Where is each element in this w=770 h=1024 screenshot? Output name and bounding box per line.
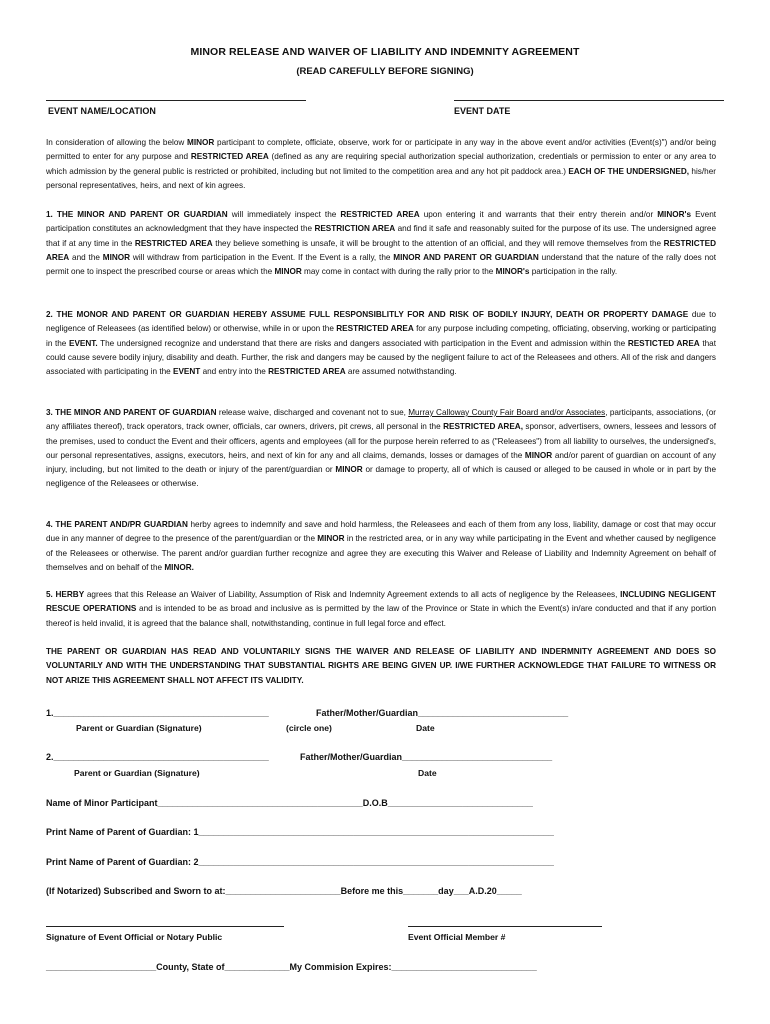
- section-3-paragraph: 3. THE MINOR AND PARENT OF GUARDIAN release waive, discharged and covenant not to sue, Murray Calloway County Fair Board and/or Associates, participants, associations, (or any affiliates thereof), track operators, track owner, officials, car owners, drivers, pit crews, all personal in the RESTRICTED AREA, sponsor, advertisers, owners, lessees and lessors of the premises, used to conduct the Event and their officers, agents and employees (all for the purpose herein referred to as ("Releasees") from all liability to ourselves, the undersigned's, our personal representatives, assigns, executors, heirs, and next of kin for any and all claims, demands, losses or damages of the MINOR and/or parent of guardian on account of any injury, including, but not limited to the death or injury of the parent/guardian or MINOR or damage to property, all of which is caused or alleged to be caused in whole or in part by the negligence of the Releasees or otherwise.: [46, 408, 717, 489]
- closing-acknowledgment: THE PARENT OR GUARDIAN HAS READ AND VOLUNTARILY SIGNS THE WAIVER AND RELEASE OF LIABILITY AND INDERMNITY AGREEMENT AND DOES SO VOLUNTARILY AND WITH THE UNDERSTANDING THAT SUBSTANTIAL RIGHTS ARE BEING GIVEN UP. I/WE FURTHER ACKNOWLEDGE THAT FAILURE TO WITNESS OR NOT ARIZE THIS AGREEMENT SHALL NOT AFFECT ITS VALIDITY.: [46, 647, 716, 685]
- guardian-1-signature-line[interactable]: 1.___________________________________________: [46, 708, 269, 718]
- official-member-line[interactable]: [408, 926, 602, 927]
- document-title: MINOR RELEASE AND WAIVER OF LIABILITY AND INDEMNITY AGREEMENT: [190, 46, 580, 58]
- event-name-label: EVENT NAME/LOCATION: [48, 106, 156, 116]
- section-5-paragraph: 5. HERBY agrees that this Release an Waiver of Liability, Assumption of Risk and Indemnity Agreement extends to all acts of negligence by the Releasees, INCLUDING NEGLIGENT RESCUE OPERATIONS and is intended to be as broad and inclusive as is permitted by the law of the Province or State in which the Event(s) in/are conducted and that if any portion thereof is held invalid, it is agreed that the balance shall, notwithstanding, continue in full legal force and effect.: [46, 590, 716, 628]
- event-date-label: EVENT DATE: [454, 106, 511, 116]
- official-member-caption: Event Official Member #: [408, 932, 506, 942]
- section-2-paragraph: 2. THE MONOR AND PARENT OR GUARDIAN HEREBY ASSUME FULL RESPONSIBLITLY FOR AND RISK OF BODILY INJURY, DEATH OR PROPERTY DAMAGE due to negligence of Releasees (as identified below) or otherwise, while in or upon the RESTRICTED AREA for any purpose including competing, officiating, observing, working or participating in the EVENT. The undersigned recognize and understand that there are risks and dangers associated with participation in the Event and admission within the RESTICTED AREA that could cause severe bodily injury, disability and death. Further, the risk and dangers may be caused by the negligent failure to act of the Releasees and others. All of the risk and dangers associated with participating in the EVENT and entry into the RESTRICTED AREA are assumed notwithstanding.: [46, 310, 717, 377]
- notary-sworn-line[interactable]: (If Notarized) Subscribed and Sworn to at:_______________________Before me this_______day___A.D.20_____: [46, 886, 522, 896]
- event-date-line[interactable]: [454, 100, 724, 101]
- fair-board-name: Murray Calloway County Fair Board and/or Associates: [408, 408, 606, 417]
- guardian-2-relation[interactable]: Father/Mother/Guardian______________________________: [300, 752, 553, 762]
- official-signature-caption: Signature of Event Official or Notary Public: [46, 932, 223, 942]
- guardian-1-date-label: Date: [416, 723, 435, 733]
- guardian-1-relation[interactable]: Father/Mother/Guardian______________________________: [316, 708, 569, 718]
- section-1-paragraph: 1. THE MINOR AND PARENT OR GUARDIAN will immediately inspect the RESTRICTED AREA upon entering it and warrants that their entry therein and/or MINOR's Event participation constitutes an acknowledgment that they have inspected the RESTRICTION AREA and find it safe and reasonably suited for the purpose of its use. The undersigned agree that if at any time in the RESTRICTED AREA they believe something is unsafe, it will be brought to the attention of an official, and they will remove themselves from the RESTRICTED AREA and the MINOR will withdraw from participation in the Event. If the Event is a rally, the MINOR AND PARENT OR GUARDIAN understand that the nature of the rally does not permit one to inspect the prescribed course or areas which the MINOR may come in contact with during the rally prior to the MINOR's participation in the rally.: [46, 210, 717, 277]
- county-commission-line[interactable]: ______________________County, State of_____________My Commision Expires:_____________________________: [46, 962, 537, 972]
- document-subtitle: (READ CAREFULLY BEFORE SIGNING): [296, 66, 474, 77]
- guardian-2-date-label: Date: [418, 768, 437, 778]
- minor-name-dob-line[interactable]: Name of Minor Participant_________________________________________D.O.B_____________________________: [46, 798, 533, 808]
- intro-paragraph: In consideration of allowing the below MINOR participant to complete, officiate, observe, work for or participate in any way in the above event and/or activities (Event(s)") and/or being permitted to enter for any purpose and RESTRICTED AREA (defined as any are requiring special authorization special authorization, credentials or permission to enter or any area to which admission by the general public is restricted or prohibited, including but not limited to the competition area and any hot pit paddock area.) EACH OF THE UNDERSIGNED, his/her personal representatives, heirs, and next of kin agrees.: [46, 138, 716, 190]
- parent-1-print-name-line[interactable]: Print Name of Parent of Guardian: 1_______________________________________________________________________: [46, 827, 554, 837]
- circle-one-note: (circle one): [286, 723, 332, 733]
- official-signature-line[interactable]: [46, 926, 284, 927]
- guardian-1-caption: Parent or Guardian (Signature): [76, 723, 202, 733]
- parent-2-print-name-line[interactable]: Print Name of Parent of Guardian: 2_______________________________________________________________________: [46, 857, 554, 867]
- section-4-paragraph: 4. THE PARENT AND/PR GUARDIAN herby agrees to indemnify and save and hold harmless, the Releasees and each of them from any loss, liability, damage or cost that may occur due in any manner of degree to the presence of the parent/guardian or the MINOR in the restricted area, or in any way while participating in the Event and whether caused by negligence of the Releasees or otherwise. The parent and/or guardian further recognize and agree they are executing this Waiver and Release of Liability and Indemnity Agreement on behalf of themselves and on behalf of the MINOR.: [46, 520, 716, 572]
- event-name-line[interactable]: [46, 100, 306, 101]
- guardian-2-caption: Parent or Guardian (Signature): [74, 768, 200, 778]
- guardian-2-signature-line[interactable]: 2.___________________________________________: [46, 752, 269, 762]
